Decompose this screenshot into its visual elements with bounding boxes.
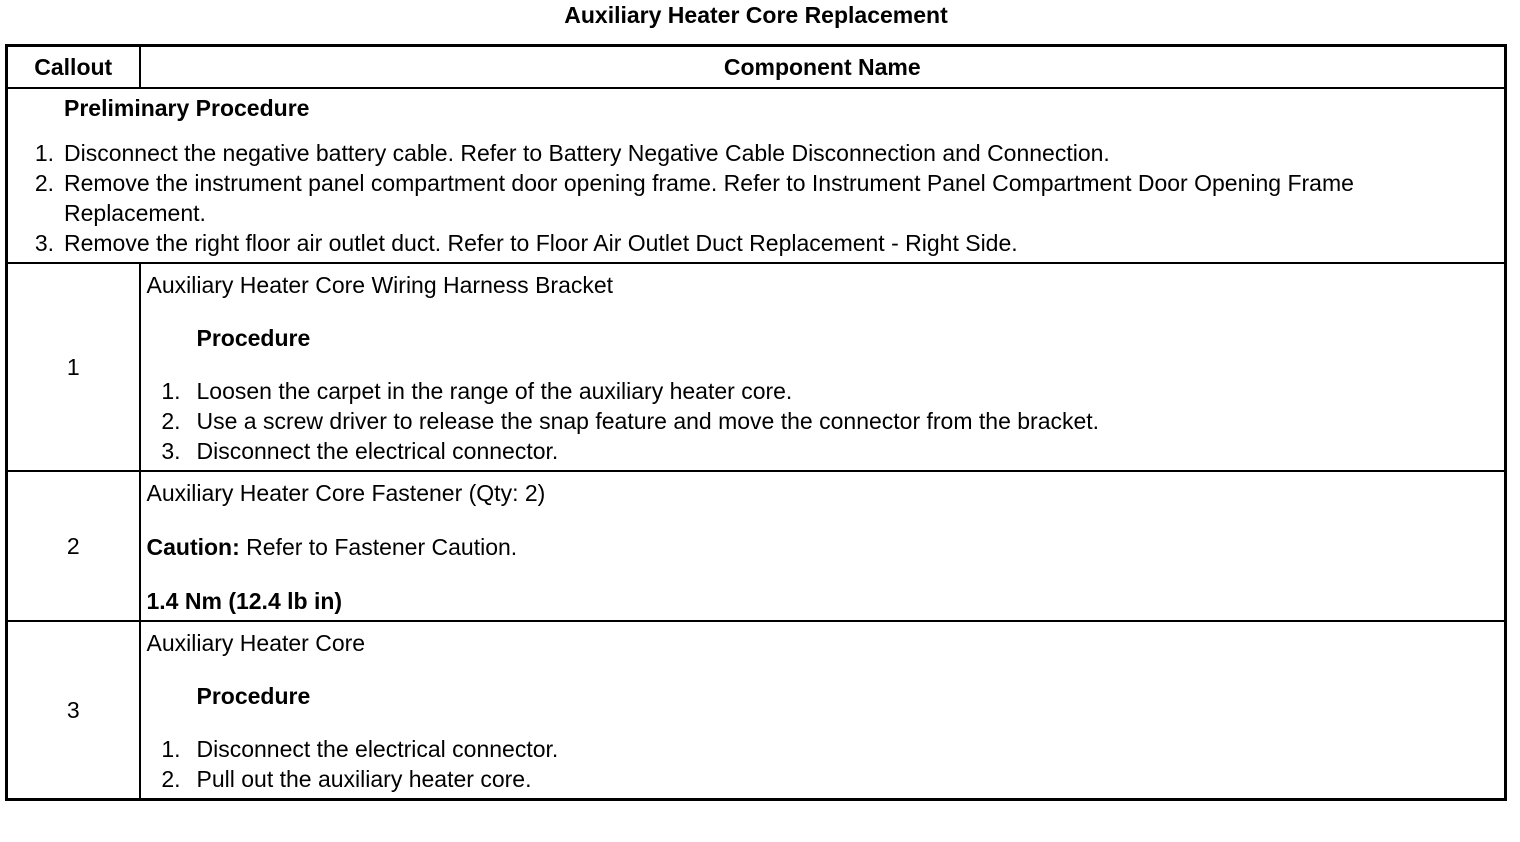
list-item <box>8 228 1504 258</box>
preliminary-procedure-row <box>7 88 1506 263</box>
step-text: Remove the instrument panel compartment door opening frame. Refer to Instrument Panel Compartment Door Opening Frame Replacement. <box>64 170 1354 226</box>
step-number: 1. <box>161 736 181 762</box>
step-text: Loosen the carpet in the range of the auxiliary heater core. <box>196 378 793 404</box>
procedure-table <box>5 44 1507 801</box>
step-text: Disconnect the negative battery cable. Refer to Battery Negative Cable Disconnection and Connection. <box>64 140 1110 166</box>
table-header-row <box>7 46 1506 89</box>
list-item <box>8 168 1504 228</box>
list-item <box>147 436 1505 466</box>
list-item <box>8 138 1504 168</box>
step-number: 2. <box>34 170 54 196</box>
preliminary-steps-list <box>8 138 1504 258</box>
step-number: 1. <box>161 378 181 404</box>
page-title: Auxiliary Heater Core Replacement <box>564 2 948 28</box>
component-name-column-header: Component Name <box>140 46 1506 89</box>
preliminary-procedure-heading: Preliminary Procedure <box>64 95 310 121</box>
step-number: 2. <box>161 766 181 792</box>
callout-number: 3 <box>7 621 140 800</box>
caution-note <box>147 532 1505 562</box>
preliminary-procedure-cell <box>7 88 1506 263</box>
step-number: 3. <box>161 438 181 464</box>
step-number: 3. <box>34 230 54 256</box>
step-text: Remove the right floor air outlet duct. Refer to Floor Air Outlet Duct Replacement - Right Side. <box>64 230 1018 256</box>
table-row <box>7 471 1506 621</box>
callout-number: 2 <box>7 471 140 621</box>
callout-number: 1 <box>7 263 140 471</box>
component-name: Auxiliary Heater Core <box>146 630 366 656</box>
step-text: Disconnect the electrical connector. <box>196 438 559 464</box>
step-number: 2. <box>161 408 181 434</box>
list-item <box>147 406 1505 436</box>
component-cell <box>140 471 1506 621</box>
component-name: Auxiliary Heater Core Wiring Harness Bracket <box>146 272 614 298</box>
table-row <box>7 621 1506 800</box>
procedure-steps-list <box>147 376 1505 466</box>
torque-spec: 1.4 Nm (12.4 lb in) <box>146 588 343 614</box>
component-name: Auxiliary Heater Core Fastener (Qty: 2) <box>146 480 546 506</box>
list-item <box>147 734 1505 764</box>
component-cell <box>140 263 1506 471</box>
component-cell <box>140 621 1506 800</box>
list-item <box>147 764 1505 794</box>
procedure-heading: Procedure <box>196 325 311 351</box>
callout-column-header: Callout <box>7 46 140 89</box>
list-item <box>147 376 1505 406</box>
step-text: Disconnect the electrical connector. <box>196 736 559 762</box>
caution-text: Refer to Fastener Caution. <box>239 534 518 560</box>
procedure-heading: Procedure <box>196 683 311 709</box>
step-text: Pull out the auxiliary heater core. <box>196 766 532 792</box>
procedure-steps-list <box>147 734 1505 794</box>
caution-label: Caution: <box>146 534 240 560</box>
step-number: 1. <box>34 140 54 166</box>
step-text: Use a screw driver to release the snap feature and move the connector from the bracket. <box>196 408 1100 434</box>
table-row <box>7 263 1506 471</box>
